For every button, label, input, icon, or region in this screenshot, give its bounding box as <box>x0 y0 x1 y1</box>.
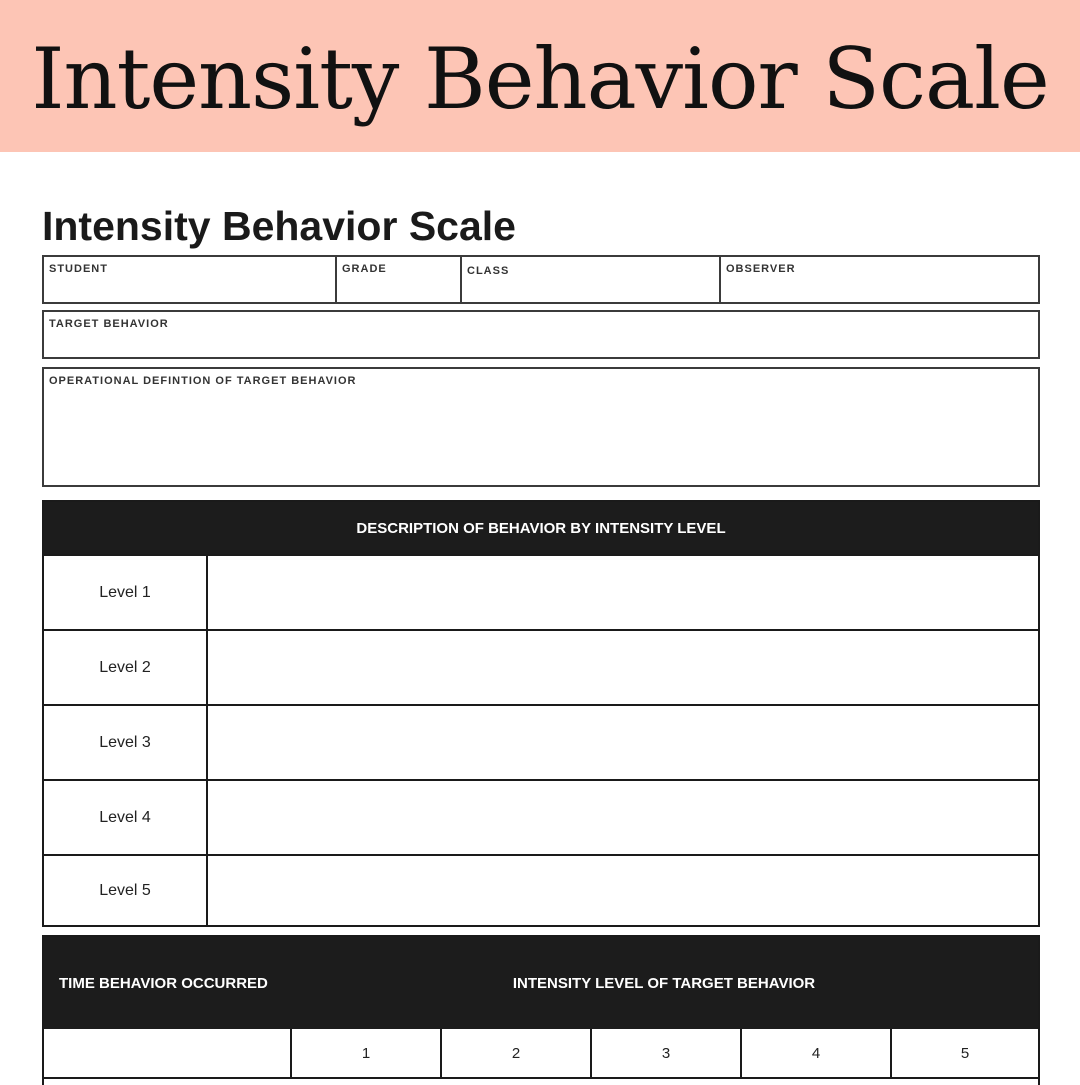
level-row-1 <box>44 554 1038 629</box>
time-cell[interactable] <box>44 1029 290 1077</box>
target-behavior-field[interactable] <box>42 310 1040 359</box>
level-row-4 <box>44 779 1038 854</box>
level-label: Level 5 <box>44 856 208 925</box>
grade-field[interactable] <box>335 257 460 302</box>
class-field[interactable] <box>460 257 719 302</box>
intensity-level-4[interactable]: 4 <box>740 1029 890 1077</box>
intensity-level-3[interactable]: 3 <box>590 1029 740 1077</box>
level-description-cell[interactable] <box>208 556 1038 629</box>
banner-title: Intensity Behavior Scale <box>31 30 1049 128</box>
level-row-5 <box>44 854 1038 925</box>
info-row <box>42 255 1040 304</box>
level-description-cell[interactable] <box>208 856 1038 925</box>
intensity-level-1[interactable]: 1 <box>290 1029 440 1077</box>
level-row-3 <box>44 704 1038 779</box>
title-banner <box>0 0 1080 152</box>
level-label: Level 3 <box>44 706 208 779</box>
operational-definition-field[interactable] <box>42 367 1040 487</box>
intensity-header-label: INTENSITY LEVEL OF TARGET BEHAVIOR <box>512 974 816 992</box>
class-label: CLASS <box>467 265 510 277</box>
grade-label: GRADE <box>342 263 387 275</box>
time-table-header <box>44 937 1038 1029</box>
description-table-header: DESCRIPTION OF BEHAVIOR BY INTENSITY LEVEL <box>44 502 1038 554</box>
level-label: Level 1 <box>44 556 208 629</box>
time-table <box>42 935 1040 1085</box>
level-label: Level 2 <box>44 631 208 704</box>
level-description-cell[interactable] <box>208 781 1038 854</box>
level-description-cell[interactable] <box>208 631 1038 704</box>
observer-field[interactable] <box>719 257 1038 302</box>
document-title: Intensity Behavior Scale <box>42 203 516 249</box>
observer-label: OBSERVER <box>726 263 796 275</box>
intensity-level-2[interactable]: 2 <box>440 1029 590 1077</box>
level-row-2 <box>44 629 1038 704</box>
target-behavior-label: TARGET BEHAVIOR <box>49 318 169 330</box>
time-row <box>44 1029 1038 1079</box>
student-label: STUDENT <box>49 263 108 275</box>
level-label: Level 4 <box>44 781 208 854</box>
level-description-cell[interactable] <box>208 706 1038 779</box>
student-field[interactable] <box>44 257 335 302</box>
operational-definition-label: OPERATIONAL DEFINTION OF TARGET BEHAVIOR <box>49 375 357 387</box>
intensity-level-5[interactable]: 5 <box>890 1029 1038 1077</box>
description-table <box>42 500 1040 927</box>
time-header-label: TIME BEHAVIOR OCCURRED <box>59 974 268 992</box>
